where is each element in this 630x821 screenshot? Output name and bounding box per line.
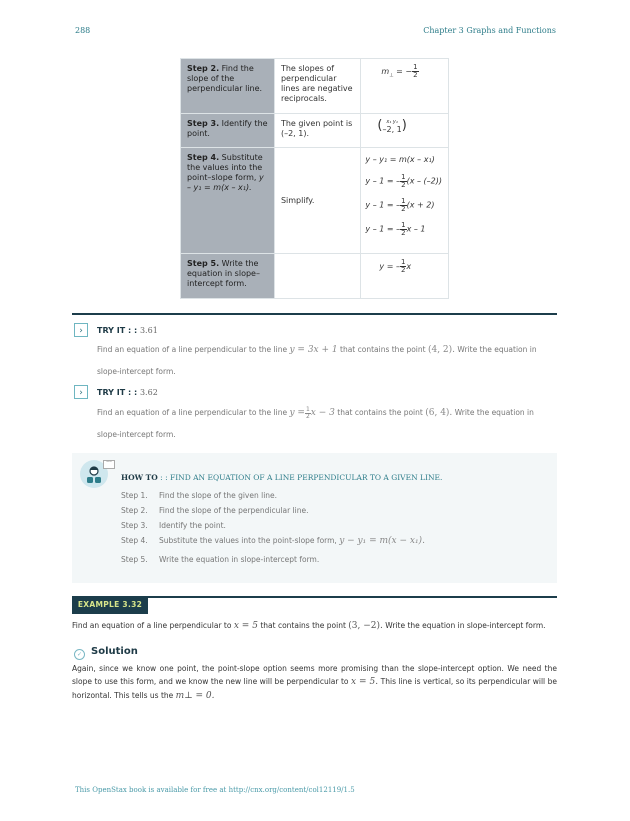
step-label: Step 3.	[187, 119, 220, 128]
explanation-cell	[274, 254, 360, 299]
explanation-cell: The slopes of perpendicular lines are negative reciprocals.	[274, 59, 360, 114]
try-it-label	[97, 388, 158, 397]
math: m⊥ = 0.	[175, 691, 215, 701]
step-label: Step 2.	[187, 64, 220, 73]
chevron-right-icon[interactable]: ›	[74, 323, 88, 337]
chapter-title: Chapter 3 Graphs and Functions	[423, 26, 556, 35]
text: Write the equation in slope-intercept form.	[97, 345, 537, 376]
step-label: Step 5.	[121, 555, 148, 564]
step-label: Step 2.	[121, 506, 148, 515]
table-row	[181, 59, 449, 114]
checkmark-circle-icon[interactable]: ✓	[74, 649, 85, 660]
step-label: Step 5.	[187, 259, 220, 268]
section-divider	[72, 313, 557, 315]
text: Again, since we know one point, the point-slope option seems more promising than the slope-intercept option. We need the slope to use this form, and we know the new line will be perpendicular to	[72, 664, 557, 686]
step-cell	[181, 148, 275, 254]
eq-post: x – 1	[406, 224, 426, 234]
text: that contains the point	[340, 345, 426, 354]
text: Find an equation of a line perpendicular to the line	[97, 408, 288, 417]
math-var: m	[381, 67, 390, 76]
explanation-cell: Simplify.	[274, 148, 360, 254]
footer-note: This OpenStax book is available for free at http://cnx.org/content/col12119/1.5	[75, 786, 355, 794]
try-it-title: TRY IT : :	[97, 326, 138, 335]
step-text: Identify the point.	[159, 521, 226, 530]
table-row	[181, 114, 449, 148]
text: Write the equation in slope-intercept form.	[97, 408, 534, 439]
math: (3, −2).	[348, 621, 383, 631]
list-item	[121, 555, 425, 570]
text: Write the equation in slope-intercept form.	[385, 621, 546, 630]
math-cell	[361, 148, 449, 254]
frac-num: 1	[401, 221, 406, 229]
table-row	[181, 148, 449, 254]
page-number: 288	[75, 26, 91, 35]
math: x − 3	[310, 408, 335, 418]
frac-den: 2	[305, 412, 310, 420]
try-it-number: 3.62	[139, 388, 158, 397]
text: This line is vertical, so its perpendicular will be horizontal. This tells us the	[72, 677, 558, 700]
math-eq: = −	[393, 67, 413, 76]
try-it-title: TRY IT : :	[97, 388, 138, 397]
list-item	[121, 506, 425, 521]
text: that contains the point	[337, 408, 423, 417]
step-label: Step 1.	[121, 491, 148, 500]
solution-text	[72, 662, 557, 703]
list-item	[121, 491, 425, 506]
frac-den: 2	[401, 181, 406, 189]
step-math: y − y₁ = m(x − x₁).	[339, 536, 425, 546]
step-label: Step 4.	[121, 536, 148, 545]
equation-line: y – y₁ = m(x – x₁)	[365, 155, 435, 164]
step-cell	[181, 59, 275, 114]
chevron-right-icon[interactable]: ›	[74, 385, 88, 399]
example-label: EXAMPLE 3.32	[72, 596, 148, 614]
eq-pre: y – 1 = –	[365, 176, 401, 186]
frac-den: 2	[400, 266, 406, 274]
math-cell	[361, 59, 449, 114]
eq-post: (x – (–2))	[406, 176, 442, 186]
table-row	[181, 254, 449, 299]
equation-line	[365, 222, 442, 237]
step-label: Step 4.	[187, 153, 220, 162]
eq-pre: y = –	[379, 262, 400, 271]
text: that contains the point	[260, 621, 346, 630]
equation-line	[365, 198, 442, 213]
point-values: –2, 1	[382, 125, 402, 134]
step-text: Find the slope of the given line.	[159, 491, 278, 500]
math: (6, 4).	[425, 408, 453, 418]
separator: : :	[157, 473, 170, 482]
equation-line	[365, 174, 442, 189]
step-text: Substitute the values into the point-slope form,	[159, 536, 337, 545]
how-to-label: HOW TO	[121, 473, 158, 482]
math-sub: ⊥	[389, 72, 394, 79]
try-it-text	[97, 339, 557, 383]
how-to-title	[121, 473, 442, 482]
more-options-icon[interactable]: ···	[103, 460, 115, 469]
step-text: Identify the point.	[187, 119, 268, 138]
math: (4, 2).	[427, 345, 456, 355]
frac-num: 1	[305, 405, 310, 413]
frac-num: 1	[400, 258, 406, 266]
math-cell: ( x₁ y₁ –2, 1 )	[361, 114, 449, 148]
explanation-cell: The given point is (–2, 1).	[274, 114, 360, 148]
solution-steps-table	[180, 58, 449, 299]
point-labels: x₁ y₁	[386, 119, 398, 125]
try-it-label	[97, 326, 158, 335]
frac-den: 2	[401, 229, 406, 237]
frac-den: 2	[413, 71, 418, 79]
text: Find an equation of a line perpendicular to	[72, 621, 232, 630]
step-text: Write the equation in slope–intercept form.	[187, 259, 260, 288]
list-item	[121, 521, 425, 536]
try-it-number: 3.61	[139, 326, 158, 335]
eq-post: (x + 2)	[406, 200, 435, 210]
eq-pre: y – 1 = –	[365, 200, 401, 210]
frac-num: 1	[413, 63, 418, 71]
step-cell	[181, 114, 275, 148]
how-to-heading: FIND AN EQUATION OF A LINE PERPENDICULAR TO A GIVEN LINE.	[170, 473, 443, 482]
math: y =	[289, 408, 305, 418]
math: x = 5	[233, 621, 258, 631]
eq-pre: y – 1 = –	[365, 224, 401, 234]
step-cell	[181, 254, 275, 299]
text: Find an equation of a line perpendicular to the line	[97, 345, 288, 354]
eq-post: x	[406, 262, 412, 271]
list-item	[121, 536, 425, 555]
math: y = 3x + 1	[289, 345, 338, 355]
step-text: Find the slope of the perpendicular line.	[159, 506, 309, 515]
solution-heading: Solution	[91, 646, 138, 657]
frac-den: 2	[401, 205, 406, 213]
step-label: Step 3.	[121, 521, 148, 530]
step-text: Find the slope of the perpendicular line.	[187, 64, 263, 93]
math: x = 5.	[351, 677, 379, 687]
how-to-steps	[121, 491, 425, 570]
frac-num: 1	[401, 173, 406, 181]
step-text: Write the equation in slope-intercept form.	[159, 555, 320, 564]
frac-num: 1	[401, 197, 406, 205]
step-math: y – y₁ = m(x – x₁).	[187, 173, 264, 192]
math-cell	[361, 254, 449, 299]
try-it-text	[97, 402, 557, 446]
step-text: Substitute the values into the point–slope form,	[187, 153, 263, 182]
example-problem	[72, 619, 557, 633]
